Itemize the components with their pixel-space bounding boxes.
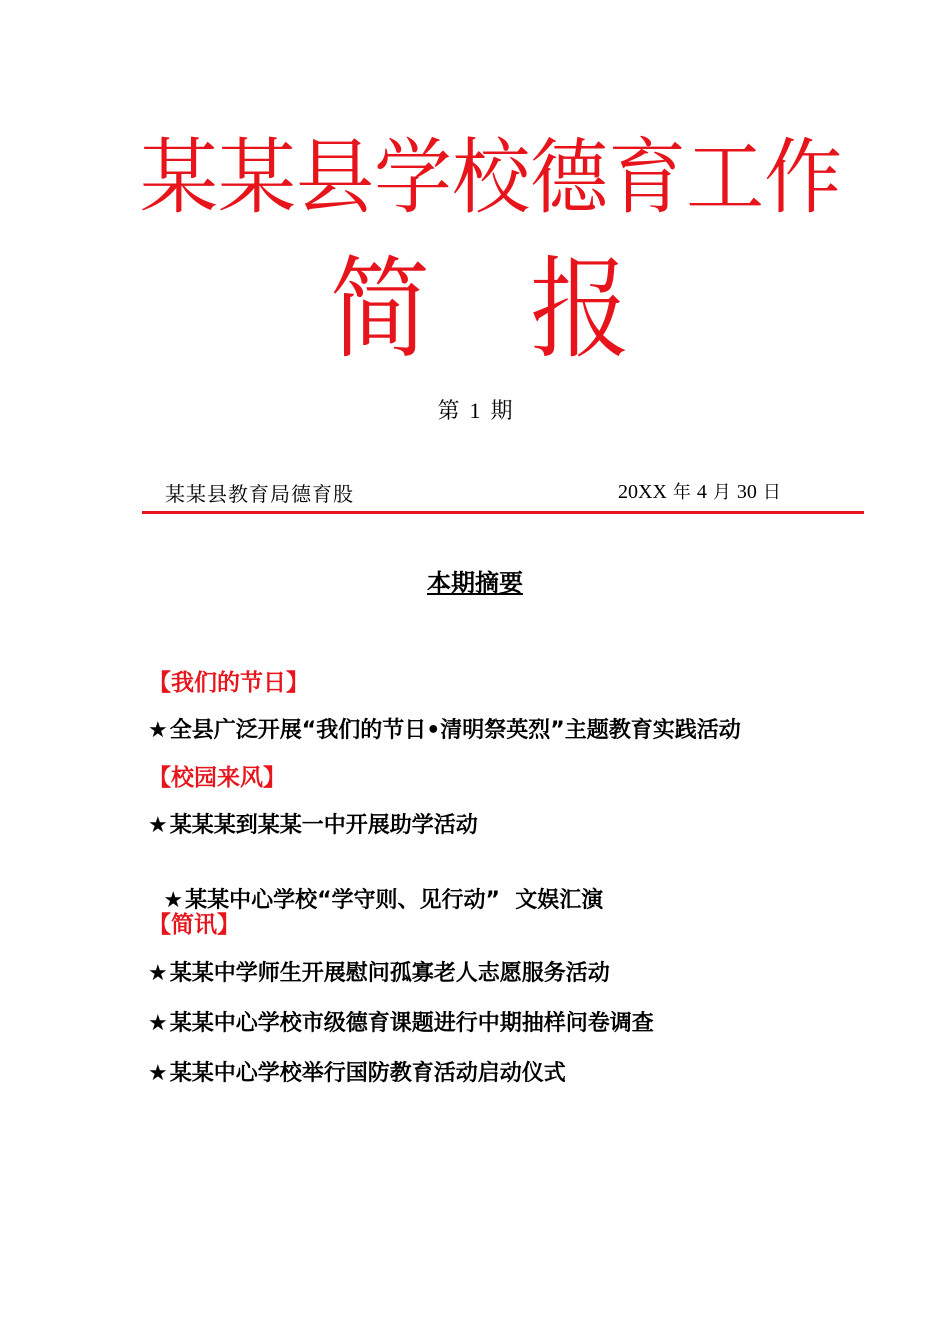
summary-title: 本期摘要 [427, 569, 523, 597]
summary-item-text: 某某中心学校市级德育课题进行中期抽样问卷调查 [169, 1011, 654, 1036]
summary-item [148, 713, 741, 744]
date-year-unit: 年 [672, 482, 691, 503]
subtitle-char: 简 [330, 245, 430, 374]
title-char: 作 [764, 130, 843, 226]
issue-prefix: 第 [437, 399, 460, 424]
bulletin-subtitle [330, 244, 630, 376]
date-month-unit: 月 [712, 482, 731, 503]
section-label-festival: 【我们的节日】 [148, 670, 309, 696]
date-day-unit: 日 [762, 482, 781, 503]
issue-date [618, 478, 787, 504]
title-char: 育 [608, 130, 687, 226]
subtitle-char: 报 [530, 245, 630, 374]
title-char: 校 [452, 130, 531, 226]
issuing-organization: 某某县教育局德育股 [165, 482, 354, 506]
bulletin-title [140, 126, 843, 231]
issue-number [0, 394, 950, 425]
summary-item-text: 某某中心学校举行国防教育活动启动仪式 [169, 1061, 566, 1086]
issue-suffix: 期 [490, 399, 513, 424]
summary-item [148, 808, 478, 839]
summary-item [148, 956, 610, 987]
star-icon: ★ [148, 813, 168, 838]
star-icon: ★ [148, 718, 168, 743]
date-month: 4 [696, 481, 707, 503]
section-label-campus: 【校园来风】 [148, 765, 286, 791]
summary-item-text: 某某中学师生开展慰问孤寡老人志愿服务活动 [169, 961, 610, 986]
issue-value: 1 [469, 398, 481, 423]
header-divider [142, 511, 864, 514]
title-char: 工 [686, 130, 765, 226]
title-char: 学 [374, 130, 453, 226]
summary-item-text: 全县广泛开展“我们的节日•清明祭英烈”主题教育实践活动 [169, 718, 741, 743]
title-char: 县 [296, 130, 375, 226]
title-char: 德 [530, 130, 609, 226]
summary-item [148, 1006, 654, 1037]
title-char: 某 [218, 130, 297, 226]
star-icon: ★ [163, 888, 184, 913]
title-char: 某 [140, 130, 219, 226]
section-label-briefs: 【简讯】 [148, 912, 240, 938]
summary-item [148, 1056, 566, 1087]
date-day: 30 [736, 481, 757, 503]
star-icon: ★ [148, 1061, 168, 1086]
summary-item-text: 某某某到某某一中开展助学活动 [169, 813, 478, 838]
star-icon: ★ [148, 961, 168, 986]
date-year: 20XX [618, 481, 667, 503]
star-icon: ★ [148, 1011, 168, 1036]
summary-item-text: 某某中心学校“学守则、见行动” 文娱汇演 [185, 888, 604, 913]
